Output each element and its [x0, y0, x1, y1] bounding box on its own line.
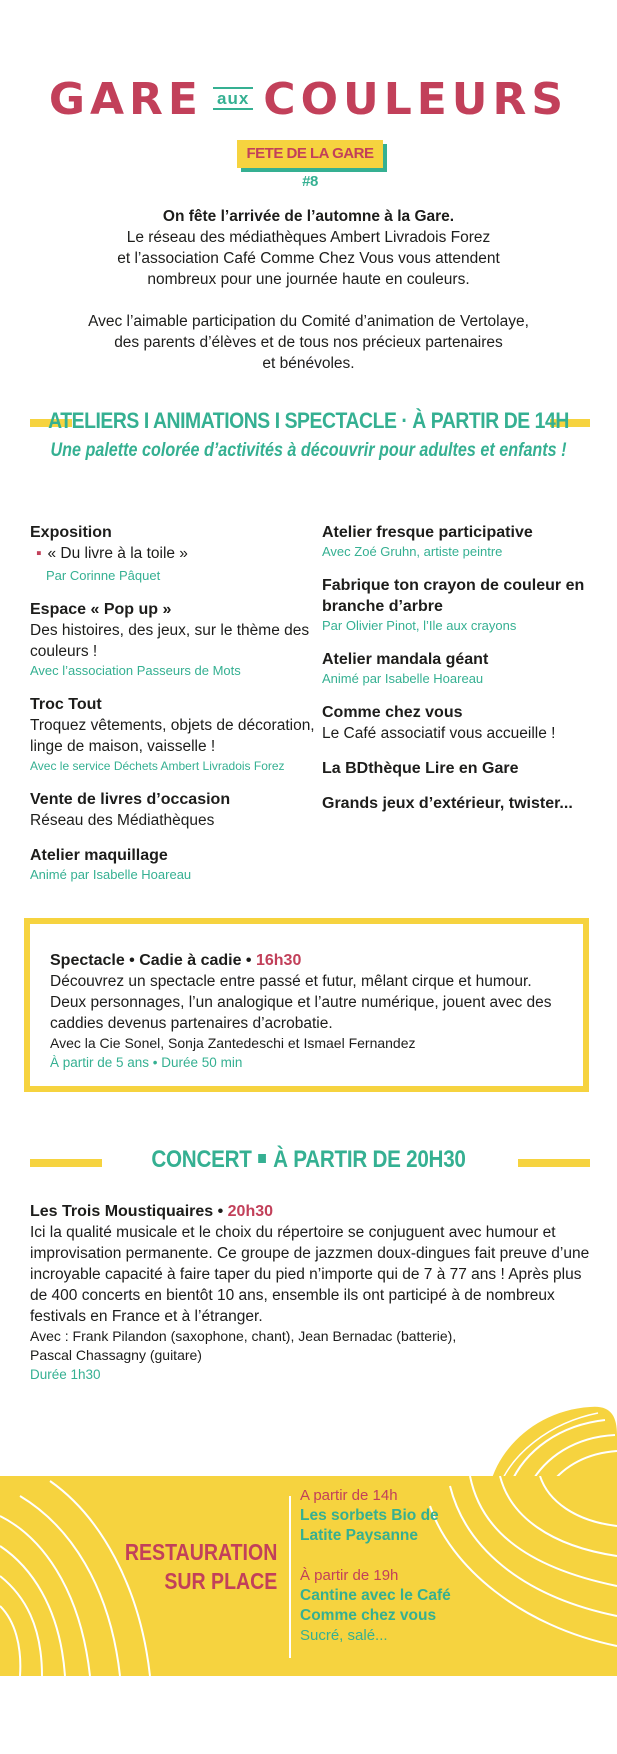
- item-vente: [30, 789, 315, 831]
- popup-title: Espace « Pop up »: [30, 601, 172, 618]
- item-exposition: [30, 522, 315, 585]
- spectacle-name: Spectacle • Cadie à cadie •: [50, 952, 256, 969]
- exposition-title: Exposition: [30, 524, 112, 541]
- badge-text: FETE DE LA GARE: [246, 145, 374, 162]
- vente-title: Vente de livres d’occasion: [30, 791, 231, 808]
- maquillage-credit: Animé par Isabelle Hoareau: [30, 867, 192, 882]
- resto-name-1: Les sorbets Bio de Latite Paysanne: [300, 1507, 439, 1544]
- fresque-title: Atelier fresque participative: [322, 524, 533, 541]
- concert-cast-2: Pascal Chassagny (guitare): [30, 1347, 202, 1363]
- item-jeux: [322, 793, 607, 814]
- spectacle-title: [50, 950, 563, 971]
- badge-number: #8: [302, 173, 318, 190]
- exposition-name: « Du livre à la toile »: [47, 545, 188, 562]
- restauration-divider: [289, 1496, 291, 1658]
- exposition-credit: Par Corinne Pâquet: [46, 568, 161, 583]
- spectacle-box: [24, 918, 589, 1092]
- restauration-title: RESTAURATION SUR PLACE: [124, 1539, 277, 1594]
- title-aux: aux: [213, 87, 253, 110]
- item-maquillage: [30, 845, 315, 884]
- item-troc: [30, 694, 315, 775]
- title-couleurs: COULEURS: [263, 74, 569, 125]
- troc-credit: Avec le service Déchets Ambert Livradois Forez: [30, 759, 285, 773]
- intro-text: [40, 206, 577, 374]
- concert-time: 20h30: [227, 1203, 274, 1220]
- comme-title: Comme chez vous: [322, 704, 463, 721]
- comme-text: Le Café associatif vous accueille !: [322, 725, 556, 742]
- maquillage-title: Atelier maquillage: [30, 847, 168, 864]
- concert-band: [30, 1201, 595, 1222]
- resto-extra-2: Sucré, salé...: [300, 1627, 388, 1644]
- restauration-band: [0, 1476, 617, 1676]
- concert-details: [30, 1201, 595, 1384]
- resto-block-2: [300, 1566, 470, 1646]
- mandala-credit: Animé par Isabelle Hoareau: [322, 671, 484, 686]
- ateliers-heading: [0, 408, 617, 462]
- resto-time-1: A partir de 14h: [300, 1487, 398, 1504]
- troc-title: Troc Tout: [30, 696, 102, 713]
- item-fresque: [322, 522, 607, 561]
- item-popup: [30, 599, 315, 680]
- concert-title-right: À PARTIR DE 20H30: [273, 1146, 466, 1173]
- ateliers-subtitle: Une palette colorée d’activités à découvrir pour adultes et enfants !: [50, 440, 567, 461]
- jeux-title: Grands jeux d’extérieur, twister...: [322, 795, 573, 812]
- bd-title: La BDthèque Lire en Gare: [322, 760, 519, 777]
- bullet-icon: ▪: [36, 545, 42, 562]
- spectacle-cast: Avec la Cie Sonel, Sonja Zantedeschi et Ismael Fernandez: [50, 1035, 416, 1051]
- resto-time-2: À partir de 19h: [300, 1567, 399, 1584]
- resto-name-2: Cantine avec le Café Comme chez vous: [300, 1587, 451, 1624]
- crayon-title: Fabrique ton crayon de couleur en branche d’arbre: [322, 577, 585, 615]
- spectacle-info: À partir de 5 ans • Durée 50 min: [50, 1055, 243, 1070]
- edition-badge: [237, 140, 387, 190]
- square-separator-icon: [258, 1154, 266, 1163]
- concert-title: [43, 1146, 574, 1174]
- concert-duration: Durée 1h30: [30, 1367, 101, 1382]
- concert-text: Ici la qualité musicale et le choix du répertoire se conjuguent avec humour et improvisation permanente. Ce groupe de jazzmen doux-dingues fait preuve d’une incroyable capacité à faire taper du pied n’importe qui de 7 à 77 ans ! Après plus de 400 concerts en bientôt 10 ans, ensemble ils ont participé à de nombreux festivals en France et à l’étranger.: [30, 1224, 590, 1325]
- leaf-decoration-top-icon: [470, 1405, 617, 1485]
- item-comme-chez-vous: [322, 702, 607, 744]
- mandala-title: Atelier mandala géant: [322, 651, 489, 668]
- spectacle-text: Découvrez un spectacle entre passé et futur, mêlant cirque et humour. Deux personnages, l’un analogique et l’autre numérique, jouent avec des caddies devenus partenaires d’acrobatie.: [50, 973, 552, 1032]
- restauration-info: [300, 1486, 470, 1646]
- title-gare: GARE: [48, 74, 203, 125]
- spectacle-time: 16h30: [255, 952, 302, 969]
- fresque-credit: Avec Zoé Gruhn, artiste peintre: [322, 544, 503, 559]
- item-mandala: [322, 649, 607, 688]
- intro-line2: Le réseau des médiathèques Ambert Livradois Forez et l’association Café Comme Chez Vous vous attendent nombreux pour une journée haute en couleurs.: [117, 229, 500, 288]
- exposition-bullet: [36, 543, 315, 564]
- concert-band-name: Les Trois Moustiquaires •: [30, 1203, 228, 1220]
- intro-para2: Avec l’aimable participation du Comité d’animation de Vertolaye, des parents d’élèves et de tous nos précieux partenaires et bénévoles.: [88, 313, 529, 372]
- intro-lead: On fête l’arrivée de l’automne à la Gare.: [162, 208, 455, 225]
- event-title: [0, 74, 617, 125]
- ateliers-title: ATELIERS I ANIMATIONS I SPECTACLE · À PARTIR DE 14H: [48, 408, 569, 433]
- item-crayon: [322, 575, 607, 635]
- troc-text: Troquez vêtements, objets de décoration, linge de maison, vaisselle !: [30, 717, 315, 755]
- popup-credit: Avec l’association Passeurs de Mots: [30, 663, 241, 678]
- popup-text: Des histoires, des jeux, sur le thème des couleurs !: [30, 622, 310, 660]
- crayon-credit: Par Olivier Pinot, l’Ile aux crayons: [322, 618, 517, 633]
- page-header: [0, 74, 617, 125]
- concert-cast-1: Avec : Frank Pilandon (saxophone, chant), Jean Bernadac (batterie),: [30, 1328, 457, 1344]
- vente-text: Réseau des Médiathèques: [30, 812, 215, 829]
- concert-title-left: CONCERT: [151, 1146, 252, 1173]
- activities-right-column: [322, 522, 607, 828]
- concert-heading: [0, 1146, 617, 1174]
- activities-left-column: [30, 522, 315, 898]
- item-bdtheque: [322, 758, 607, 779]
- badge-label: [237, 140, 383, 190]
